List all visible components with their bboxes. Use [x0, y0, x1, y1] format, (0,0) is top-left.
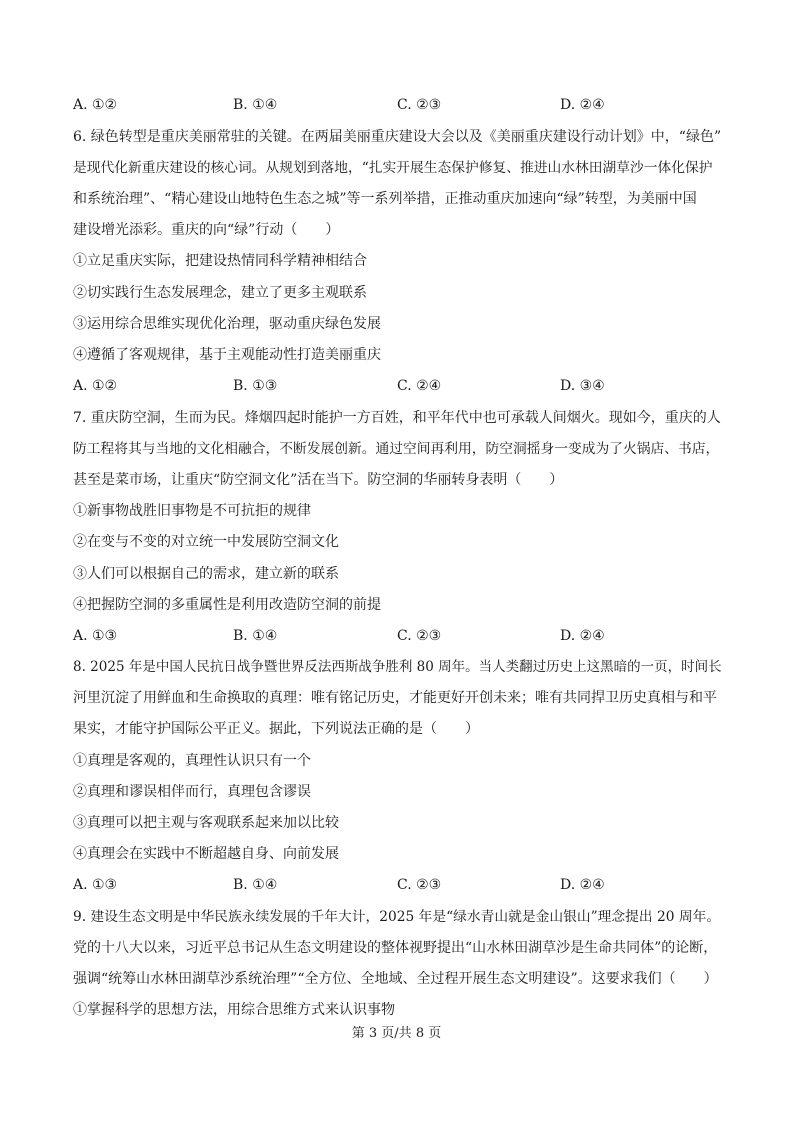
q8-stem-line-3: 果实，才能守护国际公平正义。据此，下列说法正确的是（ ）: [73, 721, 479, 737]
q5-option-b[interactable]: B. ①④: [233, 97, 278, 113]
q6-options: [73, 377, 723, 395]
q6-option-b[interactable]: B. ①③: [233, 378, 278, 394]
q6-stem-line-2: 是现代化新重庆建设的核心词。从规划到落地，“扎实开展生态保护修复、推进山水林田湖草沙一体化保护: [73, 160, 713, 176]
q6-statement-2: ②切实践行生态发展理念，建立了更多主观联系: [73, 285, 367, 301]
q8-options: [73, 876, 723, 894]
q8-option-d[interactable]: D. ②④: [560, 877, 605, 893]
q8-statement-4: ④真理会在实践中不断超越自身、向前发展: [73, 846, 339, 862]
q6-statement-3: ③运用综合思维实现优化治理，驱动重庆绿色发展: [73, 316, 381, 332]
q7-options: [73, 627, 723, 645]
q8-statement-3: ③真理可以把主观与客观联系起来加以比较: [73, 815, 339, 831]
q6-stem-line-4: 建设增光添彩。重庆的向“绿”行动（ ）: [73, 222, 340, 238]
q8-stem-line-2: 河里沉淀了用鲜血和生命换取的真理：唯有铭记历史，才能更好开创未来；唯有共同捍卫历史真相与和平: [73, 690, 717, 706]
q9-stem-line-2: 党的十八大以来，习近平总书记从生态文明建设的整体视野提出“山水林田湖草沙是生命共同体”的论断，: [73, 940, 718, 956]
q7-stem-line-1: 7. 重庆防空洞，生而为民。烽烟四起时能护一方百姓，和平年代中也可承载人间烟火。现如今，重庆的人: [73, 410, 721, 426]
q5-option-a[interactable]: A. ①②: [73, 97, 118, 113]
q6-statement-4: ④遵循了客观规律，基于主观能动性打造美丽重庆: [73, 347, 381, 363]
q8-statement-1: ①真理是客观的，真理性认识只有一个: [73, 753, 311, 769]
q7-option-b[interactable]: B. ①④: [233, 628, 278, 644]
q7-stem-line-2: 防工程将其与当地的文化相融合，不断发展创新。通过空间再利用，防空洞摇身一变成为了火锅店、书店，: [73, 441, 720, 457]
q7-option-c[interactable]: C. ②③: [397, 628, 442, 644]
q6-stem-line-3: 和系统治理”、“精心建设山地特色生态之城”等一系列举措，正推动重庆加速向“绿”转型，为美丽中国: [73, 191, 697, 207]
q8-option-a[interactable]: A. ①③: [73, 877, 118, 893]
q7-statement-2: ②在变与不变的对立统一中发展防空洞文化: [73, 534, 339, 550]
q7-stem-line-3: 甚至是菜市场，让重庆“防空洞文化”活在当下。防空洞的华丽转身表明（ ）: [73, 472, 564, 488]
q7-option-d[interactable]: D. ②④: [560, 628, 605, 644]
q9-statement-1: ①掌握科学的思想方法，用综合思维方式来认识事物: [73, 1002, 395, 1018]
q8-stem-line-1: 8. 2025 年是中国人民抗日战争暨世界反法西斯战争胜利 80 周年。当人类翻过历史上这黑暗的一页，时间长: [73, 659, 722, 675]
q8-option-b[interactable]: B. ①④: [233, 877, 278, 893]
q8-option-c[interactable]: C. ②③: [397, 877, 442, 893]
q5-option-d[interactable]: D. ②④: [560, 97, 605, 113]
q9-stem-line-1: 9. 建设生态文明是中华民族永续发展的千年大计，2025 年是“绿水青山就是金山银山”理念提出 20 周年。: [73, 909, 721, 925]
q9-stem-line-3: 强调“统筹山水林田湖草沙系统治理”“全方位、全地域、全过程开展生态文明建设”。这要求我们（ ）: [73, 971, 718, 987]
q6-statement-1: ①立足重庆实际，把建设热情同科学精神相结合: [73, 253, 367, 269]
q7-statement-3: ③人们可以根据自己的需求，建立新的联系: [73, 566, 339, 582]
q6-option-c[interactable]: C. ②④: [397, 378, 442, 394]
q6-option-a[interactable]: A. ①②: [73, 378, 118, 394]
page-number-footer: 第 3 页/共 8 页: [351, 1026, 442, 1041]
q5-options: [73, 96, 723, 114]
q8-statement-2: ②真理和谬误相伴而行，真理包含谬误: [73, 784, 311, 800]
q5-option-c[interactable]: C. ②③: [397, 97, 442, 113]
q7-option-a[interactable]: A. ①③: [73, 628, 118, 644]
q6-option-d[interactable]: D. ③④: [560, 378, 605, 394]
q7-statement-4: ④把握防空洞的多重属性是利用改造防空洞的前提: [73, 597, 381, 613]
q7-statement-1: ①新事物战胜旧事物是不可抗拒的规律: [73, 503, 311, 519]
q6-stem-line-1: 6. 绿色转型是重庆美丽常驻的关键。在两届美丽重庆建设大会以及《美丽重庆建设行动计划》中，“绿色”: [73, 129, 722, 145]
